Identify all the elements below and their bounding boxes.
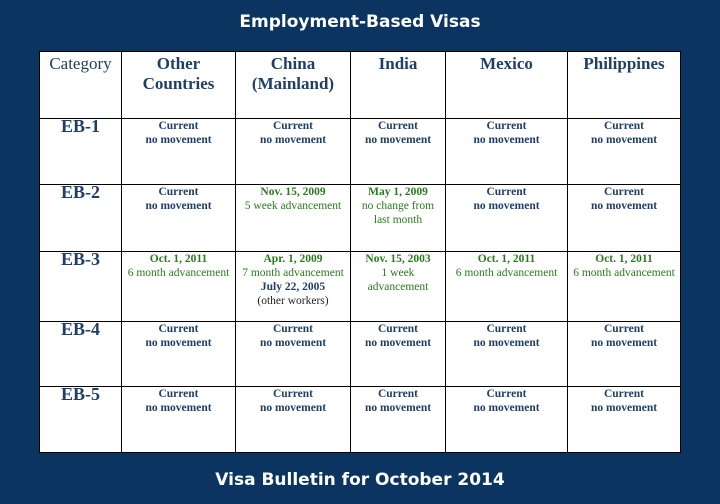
- status-date: Current: [272, 323, 314, 335]
- status-date: Oct. 1, 2011: [595, 253, 653, 265]
- status-date: Current: [486, 120, 527, 132]
- status-date: Oct. 1, 2011: [149, 253, 208, 265]
- movement-note: no movement: [145, 134, 212, 146]
- bulletin-cell: [122, 387, 236, 453]
- status-date: Current: [486, 323, 527, 335]
- bulletin-cell: [122, 252, 236, 322]
- header-india: India: [351, 52, 446, 119]
- movement-note: no movement: [364, 134, 432, 146]
- bulletin-cell: [236, 387, 351, 453]
- header-other-countries: Other Countries: [122, 52, 236, 119]
- status-date: Current: [486, 388, 527, 400]
- status-date: Nov. 15, 2003: [365, 253, 431, 265]
- category-cell: EB-3: [40, 252, 122, 322]
- bulletin-cell: [351, 387, 446, 453]
- movement-note: no movement: [473, 200, 540, 212]
- status-date: Current: [158, 388, 199, 400]
- status-date: Current: [377, 323, 419, 335]
- bulletin-cell: [236, 119, 351, 185]
- movement-note: no movement: [145, 402, 212, 414]
- bulletin-cell: [122, 185, 236, 252]
- status-date: Nov. 15, 2009: [260, 186, 326, 198]
- movement-note: no movement: [259, 402, 327, 414]
- table-row: [40, 387, 681, 453]
- movement-note: no movement: [473, 402, 540, 414]
- movement-note: no movement: [259, 337, 327, 349]
- bulletin-cell: [446, 252, 568, 322]
- status-date: Current: [377, 388, 419, 400]
- movement-note: no movement: [259, 134, 327, 146]
- status-date: Current: [603, 388, 645, 400]
- movement-note: no movement: [145, 337, 212, 349]
- movement-note: 7 month advancement: [242, 267, 344, 279]
- category-cell: EB-2: [40, 185, 122, 252]
- status-date: Oct. 1, 2011: [477, 253, 536, 265]
- movement-note: no movement: [473, 337, 540, 349]
- page-title: Employment-Based Visas: [239, 12, 481, 32]
- bulletin-cell: [351, 185, 446, 252]
- bulletin-cell: [236, 322, 351, 387]
- bulletin-cell: [446, 322, 568, 387]
- movement-note: no movement: [590, 337, 658, 349]
- table-body: [40, 116, 681, 453]
- category-cell: EB-5: [40, 387, 122, 453]
- bulletin-cell: [446, 185, 568, 252]
- movement-note: no change from last month: [361, 200, 435, 226]
- table-row: [40, 322, 681, 387]
- bulletin-cell: [568, 322, 681, 387]
- status-date: Current: [272, 120, 314, 132]
- status-date: Current: [603, 120, 645, 132]
- movement-note: no movement: [590, 134, 658, 146]
- bulletin-cell: [351, 119, 446, 185]
- bulletin-cell: [122, 322, 236, 387]
- category-cell: EB-4: [40, 322, 122, 387]
- status-date: Current: [158, 323, 199, 335]
- header-mexico: Mexico: [446, 52, 568, 119]
- movement-note-secondary: (other workers): [257, 295, 329, 307]
- status-date: Current: [486, 186, 527, 198]
- movement-note: 6 month advancement: [455, 267, 558, 279]
- movement-note: 5 week advancement: [244, 200, 342, 212]
- movement-note: no movement: [590, 200, 658, 212]
- movement-note: no movement: [364, 337, 432, 349]
- bulletin-cell: [446, 119, 568, 185]
- status-date-secondary: July 22, 2005: [260, 281, 326, 293]
- movement-note: 1 week advancement: [367, 267, 429, 293]
- bulletin-cell: [568, 252, 681, 322]
- bulletin-cell: [568, 387, 681, 453]
- category-cell: EB-1: [40, 119, 122, 185]
- status-date: Apr. 1, 2009: [263, 253, 323, 265]
- bulletin-cell: [236, 252, 351, 322]
- footer-caption: Visa Bulletin for October 2014: [215, 470, 505, 490]
- header-china: China (Mainland): [236, 52, 351, 119]
- movement-note: no movement: [473, 134, 540, 146]
- bulletin-cell: [446, 387, 568, 453]
- bulletin-cell: [568, 185, 681, 252]
- movement-note: no movement: [145, 200, 212, 212]
- status-date: Current: [377, 120, 419, 132]
- bulletin-cell: [568, 119, 681, 185]
- visa-table: [39, 51, 681, 453]
- status-date: Current: [158, 120, 199, 132]
- bulletin-cell: [236, 185, 351, 252]
- bulletin-cell: [122, 119, 236, 185]
- status-date: Current: [603, 186, 645, 198]
- table-row: [40, 252, 681, 322]
- header-category: Category: [40, 52, 122, 119]
- status-date: Current: [272, 388, 314, 400]
- movement-note: no movement: [590, 402, 658, 414]
- header-philippines: Philippines: [568, 52, 681, 119]
- status-date: Current: [158, 186, 199, 198]
- status-date: Current: [603, 323, 645, 335]
- table-row: [40, 185, 681, 252]
- movement-note: no movement: [364, 402, 432, 414]
- movement-note: 6 month advancement: [127, 267, 230, 279]
- status-date: May 1, 2009: [368, 186, 428, 198]
- table-row: [40, 119, 681, 185]
- header-row: [40, 52, 681, 119]
- bulletin-cell: [351, 252, 446, 322]
- movement-note: 6 month advancement: [573, 267, 675, 279]
- bulletin-cell: [351, 322, 446, 387]
